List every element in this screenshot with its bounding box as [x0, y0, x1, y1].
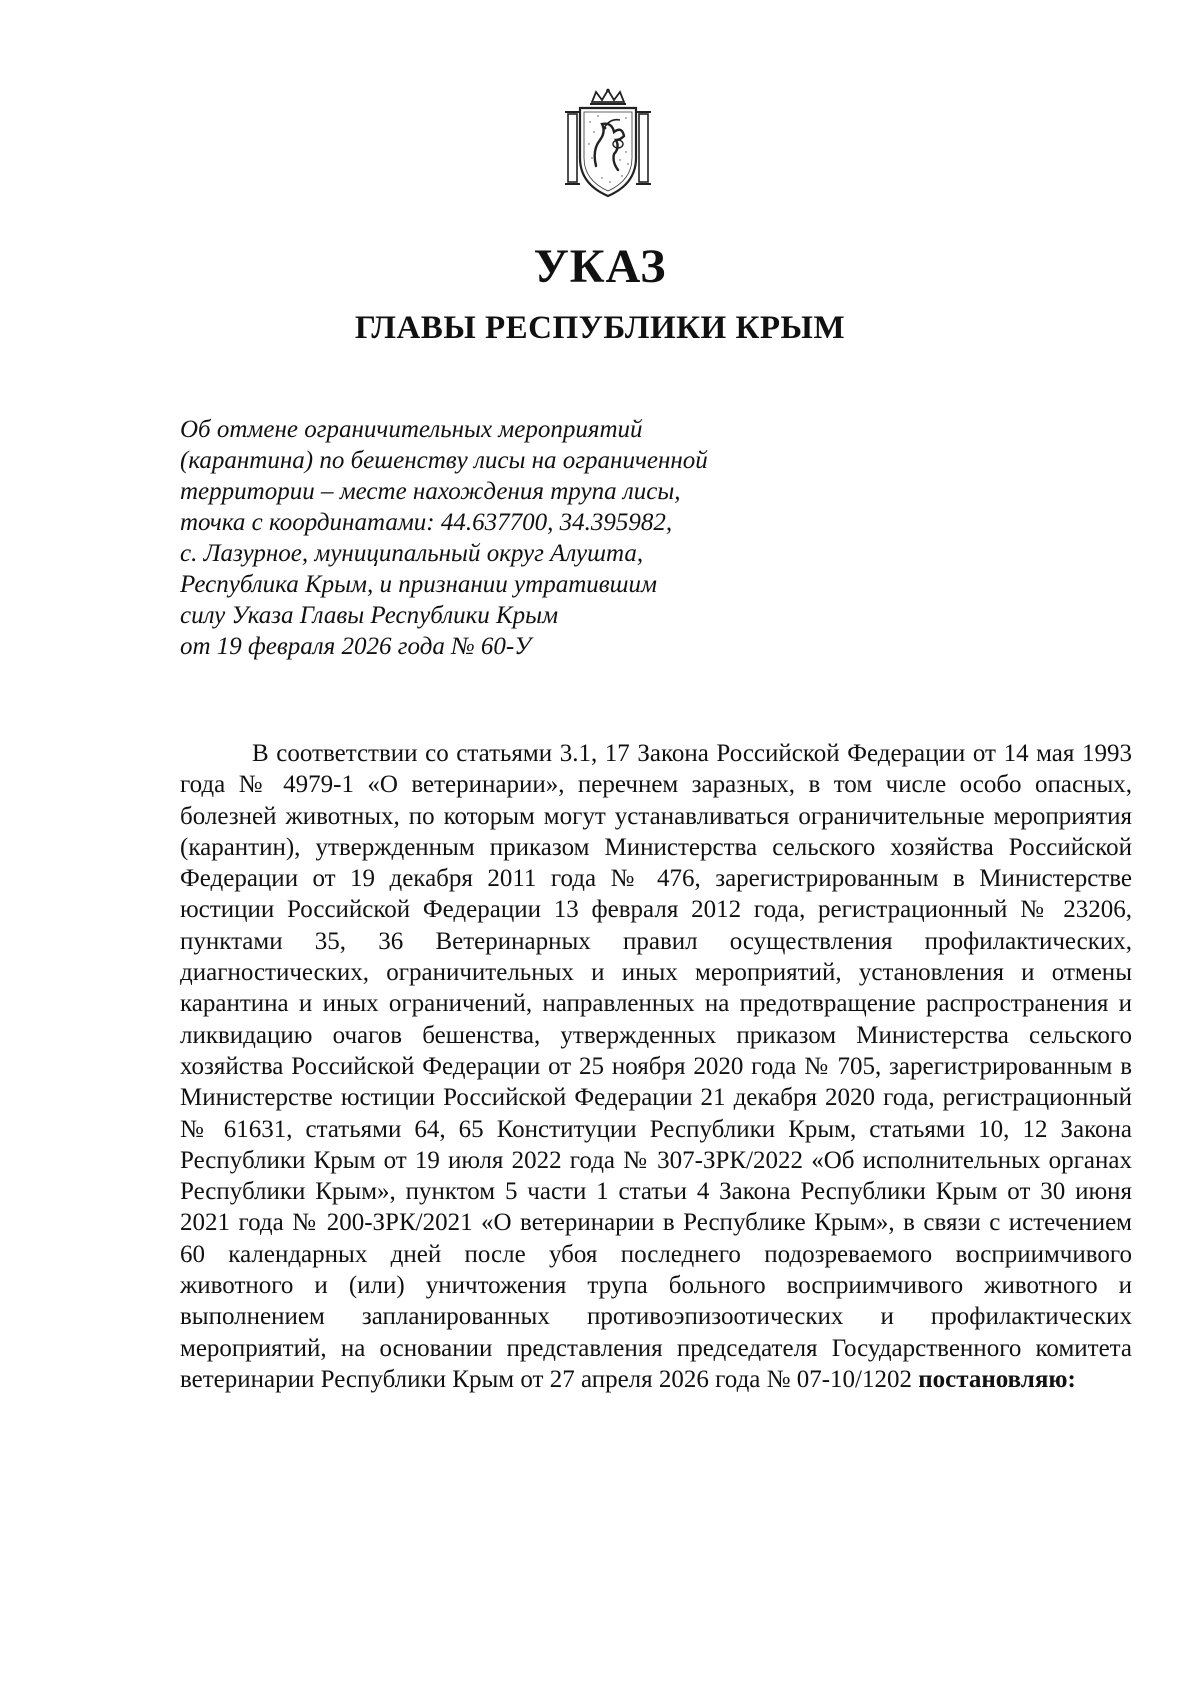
preamble-text: В соответствии со статьями 3.1, 17 Закона Российской Федерации от 14 мая 1993 года № 4979-1 «О ветеринарии», перечнем заразных, в том числе особо опасных, болезней животных, по которым могут устанавливаться ограничительные мероприятия (карантин), утвержденным приказом Министерства сельского хозяйства Российской Федерации от 19 декабря 2011 года № 476, зарегистрированным в Министерстве юстиции Российской Федерации 13 февраля 2012 года, регистрационный № 23206, пунктами 35, 36 Ветеринарных правил осуществления профилактических, диагностических, ограничительных и иных мероприятий, установления и отмены карантина и иных ограничений, направленных на предотвращение распространения и ликвидацию очагов бешенства, утвержденных приказом Министерства сельского хозяйства Российской Федерации от 25 ноября 2020 года № 705, зарегистрированным в Министерстве юстиции Российской Федерации 21 декабря 2020 года, регистрационный № 61631, статьями 64, 65 Конституции Республики Крым, статьями 10, 12 Закона Республики Крым от 19 июля 2022 года № 307-ЗРК/2022 «Об исполнительных органах Республики Крым», пунктом 5 части 1 статьи 4 Закона Республики Крым от 30 июня 2021 года № 200-ЗРК/2021 «О ветеринарии в Республике Крым», в связи с истечением 60 календарных дней после убоя последнего подозреваемого восприимчивого животного и (или) уничтожения трупа больного восприимчивого животного и выполнением запланированных противоэпизоотических и профилактических мероприятий, на основании представления председателя Государственного комитета ветеринарии Республики Крым от 27 апреля 2026 года № 07-10/1202	[180, 740, 1132, 1393]
heading-line: (карантина) по бешенству лисы на ограниченной	[180, 447, 708, 474]
preamble-paragraph	[180, 738, 1132, 1395]
heading-line: точка с координатами: 44.637700, 34.395982,	[180, 509, 673, 536]
resolution-word: постановляю:	[918, 1365, 1076, 1393]
heading-line: с. Лазурное, муниципальный округ Алушта,	[180, 540, 644, 567]
coat-of-arms-crimea-icon	[562, 88, 654, 200]
decree-heading	[180, 414, 820, 662]
heading-line: Республика Крым, и признании утратившим	[180, 571, 657, 598]
document-subtitle: ГЛАВЫ РЕСПУБЛИКИ КРЫМ	[354, 310, 846, 346]
heading-line: территории – месте нахождения трупа лисы,	[180, 478, 681, 505]
heading-line: Об отмене ограничительных мероприятий	[180, 416, 643, 443]
heading-line: от 19 февраля 2026 года № 60-У	[180, 633, 532, 660]
heading-line: силу Указа Главы Республики Крым	[180, 602, 559, 629]
document-title: УКАЗ	[533, 240, 667, 293]
